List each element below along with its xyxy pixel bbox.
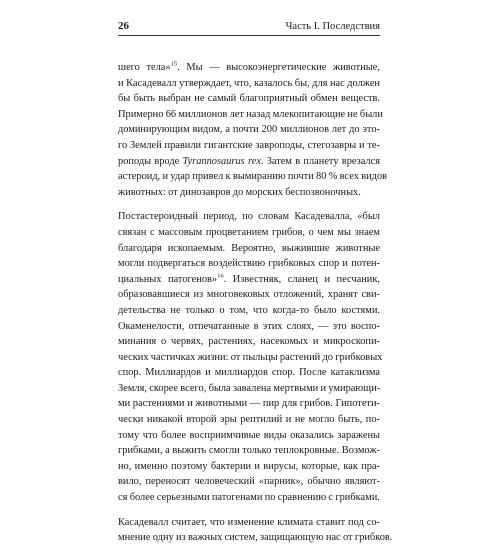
text-line: животных: от динозавров до морских беспозвоночных. — [118, 186, 361, 198]
text-line: грибками, а выжить смогли только теплокровные. Возмож- — [118, 445, 380, 457]
text-line: ми растениями и животными — пир для грибов. Гипотети- — [118, 398, 380, 410]
text-line: роподы вроде Tyrannosaurus rex. Затем в планету врезался — [118, 155, 381, 167]
text-line: детельства не только о том, что когда-то было костями. — [118, 304, 380, 316]
page-header — [118, 12, 380, 32]
text-line: циальных патогенов»$^{16}$. Известняк, сланец и песчаник, — [118, 272, 380, 285]
text-line: го Землей правили гигантские завроподы, стегозавры и те- — [118, 139, 380, 151]
text-line: ческих частичках жизни: от пыльцы растений до грибковых — [118, 351, 383, 363]
body-text — [118, 60, 393, 546]
paragraph — [118, 60, 388, 200]
text-line: шего тела»$^{15}$. Мы — высокоэнергетические животные, — [118, 60, 380, 73]
text-line: Примерно 66 миллионов лет назад млекопитающие не были — [118, 108, 383, 120]
text-line: связан с массовым процветанием грибов, о чем мы знаем — [118, 226, 380, 238]
text-line: образовавшиеся из многовековых отложений, хранят сви- — [118, 289, 380, 301]
text-line: вило, переносят человеческий «парник», обычно являют- — [118, 476, 380, 488]
text-line: спор. Миллиардов и миллиардов спор. После катаклизма — [118, 367, 380, 379]
text-line: Постастероидный период, по словам Касадевалла, «был — [118, 211, 380, 223]
paragraph — [118, 515, 393, 546]
text-line: Окаменелости, отпечатанные в этих слоях, — это воспо- — [118, 320, 380, 332]
page-number: 26 — [118, 20, 129, 32]
text-line: тому что более восприимчивые виды оказались заражены — [118, 429, 380, 441]
text-line: могли подвергаться воздействию грибковых спор и потен- — [118, 258, 380, 270]
footnote-ref: 15 — [170, 60, 178, 68]
text-line: мнение одну из важных систем, защищающую нас от грибков. — [118, 532, 393, 544]
text-line: и Касадевалл утверждает, что, казалось бы, для нас должен — [118, 77, 380, 89]
text-line: Земля, скорее всего, была завалена мертвыми и умирающи- — [118, 382, 381, 394]
text-line: ся более серьезными патогенами по сравнению с грибками. — [118, 492, 380, 504]
text-line: Касадевалл считает, что изменение климата ставит под со- — [118, 516, 380, 528]
text-line: минания о червях, растениях, насекомых и микроскопи- — [118, 336, 380, 348]
text-line: доминирующим видом, а почти 200 миллионов лет до это- — [118, 124, 380, 136]
text-line: благодаря ископаемым. Вероятно, выжившие животные — [118, 242, 380, 254]
footnote-ref: 16 — [217, 272, 224, 280]
running-head: Часть I. Последствия — [285, 21, 380, 32]
text-line: бы быть выбран не самый благоприятный обмен веществ. — [118, 93, 380, 105]
header-rule — [118, 35, 380, 36]
text-line: чески никакой второй эры рептилий и не могло быть, по- — [118, 414, 380, 426]
text-line: но, именно поэтому бактерии и вирусы, которые, как пра- — [118, 460, 380, 472]
paragraph — [118, 209, 383, 505]
italic-text: Tyrannosaurus rex — [182, 155, 261, 167]
text-line: астероид, и удар привел к вымиранию почти 80 % всех видов — [118, 171, 388, 183]
